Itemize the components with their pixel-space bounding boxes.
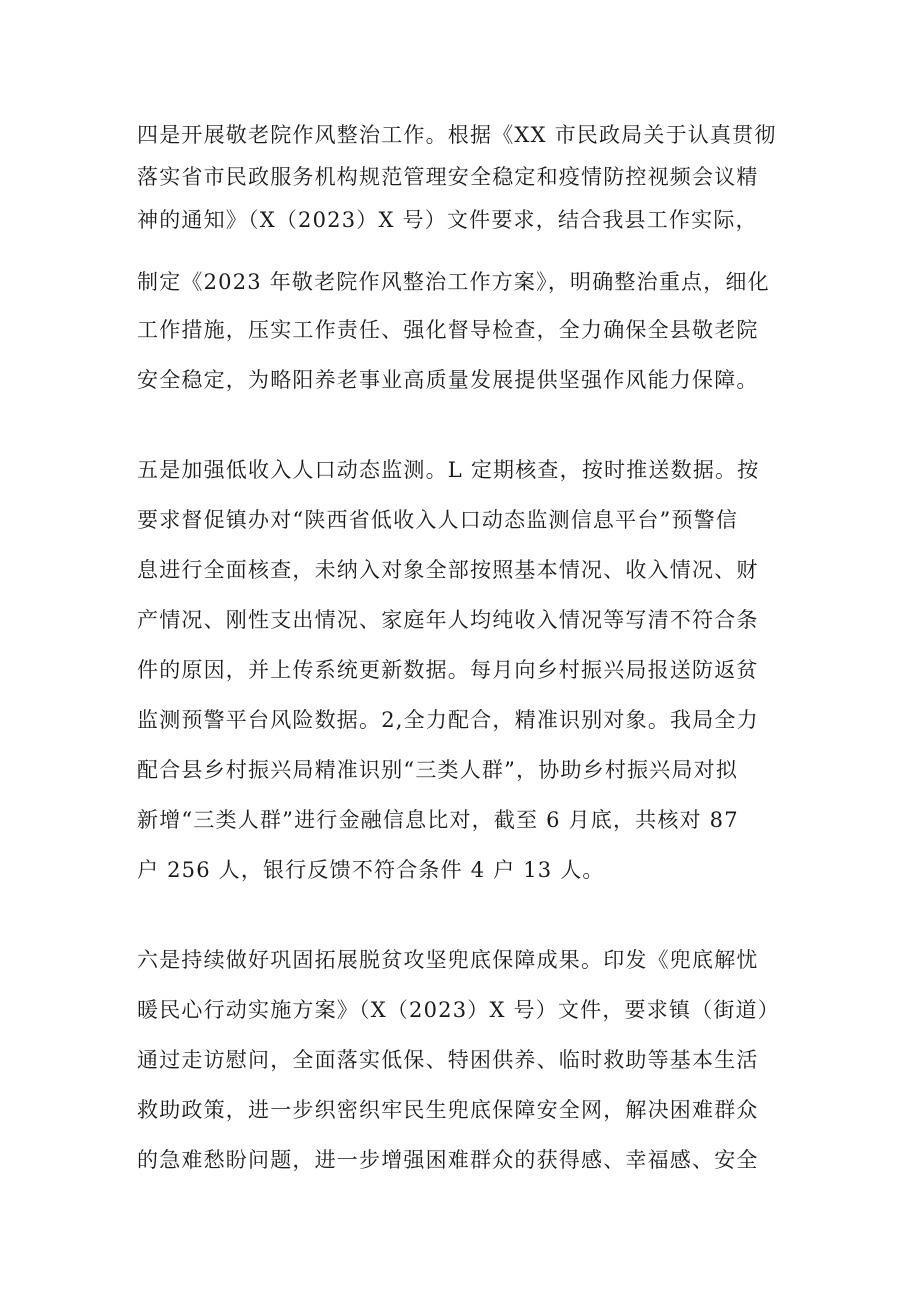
paragraph-line: 五是加强低收入人口动态监测。L 定期核查，按时推送数据。按: [137, 458, 760, 482]
paragraph-line: 六是持续做好巩固拓展脱贫攻坚兜底保障成果。印发《兜底解忧: [137, 948, 759, 972]
paragraph-line: 监测预警平台风险数据。2,全力配合，精准识别对象。我局全力: [137, 708, 759, 732]
paragraph-line: 四是开展敬老院作风整治工作。根据《XX 市民政局关于认真贯彻: [137, 123, 777, 147]
paragraph-line: 的急难愁盼问题，进一步增强困难群众的获得感、幸福感、安全: [137, 1148, 759, 1172]
paragraph-line: 通过走访慰问，全面落实低保、特困供养、临时救助等基本生活: [137, 1048, 759, 1072]
paragraph-line: 户 256 人，银行反馈不符合条件 4 户 13 人。: [137, 858, 605, 882]
paragraph-line: 件的原因，并上传系统更新数据。每月向乡村振兴局报送防返贫: [137, 658, 759, 682]
paragraph-line: 神的通知》（X（2023）X 号）文件要求，结合我县工作实际，: [137, 208, 758, 232]
paragraph-line: 落实省市民政服务机构规范管理安全稳定和疫情防控视频会议精: [137, 165, 759, 189]
paragraph-line: 产情况、刚性支出情况、家庭年人均纯收入情况等写清不符合条: [137, 608, 759, 632]
paragraph-line: 息进行全面核查，未纳入对象全部按照基本情况、收入情况、财: [137, 558, 759, 582]
paragraph-line: 制定《2023 年敬老院作风整治工作方案》，明确整治重点，细化: [137, 270, 770, 294]
paragraph-line: 救助政策，进一步织密织牢民生兜底保障安全网，解决困难群众: [137, 1098, 759, 1122]
paragraph-line: 暖民心行动实施方案》（X（2023）X 号）文件，要求镇（街道）: [137, 998, 780, 1022]
paragraph-line: 新增“三类人群”进行金融信息比对，截至 6 月底，共核对 87: [137, 808, 739, 832]
paragraph-line: 要求督促镇办对“陕西省低收入人口动态监测信息平台”预警信: [137, 508, 739, 532]
paragraph-line: 配合县乡村振兴局精准识别“三类人群”，协助乡村振兴局对拟: [137, 758, 739, 782]
paragraph-line: 安全稳定，为略阳养老事业高质量发展提供坚强作风能力保障。: [137, 368, 759, 392]
paragraph-line: 工作措施，压实工作责任、强化督导检查，全力确保全县敬老院: [137, 318, 759, 342]
